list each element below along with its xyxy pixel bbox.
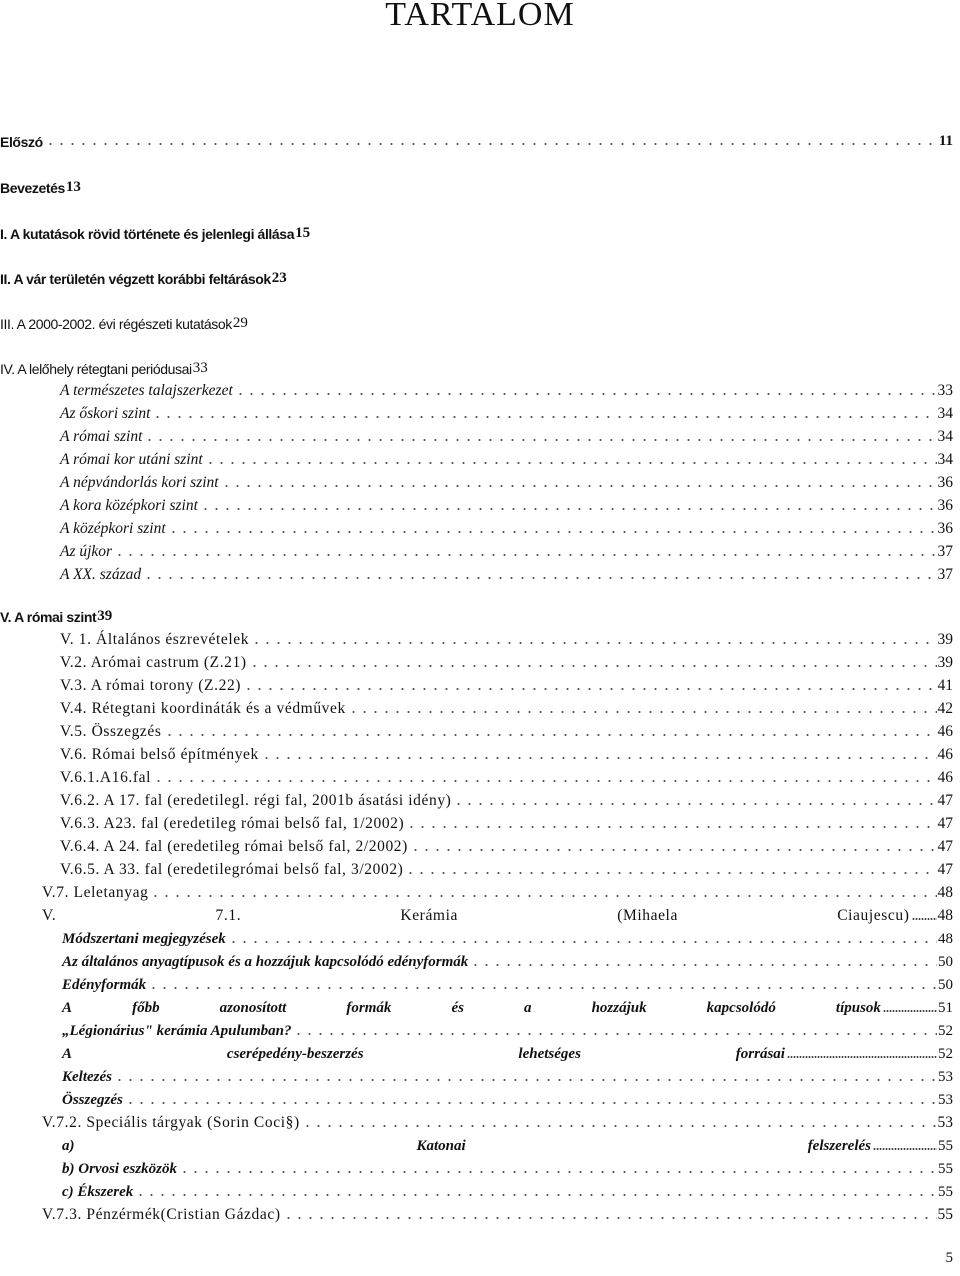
dot-leader <box>125 1101 937 1105</box>
toc-entry-page: 42 <box>937 700 953 717</box>
toc-entry-page: 23 <box>271 270 287 286</box>
toc-entry-label: Összegzés <box>62 1092 123 1108</box>
toc-entry[interactable] <box>0 377 960 400</box>
toc-entry-page: 36 <box>937 474 953 491</box>
label-word: a <box>524 1000 532 1016</box>
toc-entry-label: Az újkor <box>60 543 113 560</box>
toc-entry-page: 53 <box>938 1092 953 1108</box>
toc-entry-page: 36 <box>937 520 953 537</box>
toc-entry[interactable] <box>0 561 960 584</box>
toc-entry[interactable] <box>0 538 960 561</box>
toc-entry-page: 52 <box>938 1046 953 1062</box>
toc-entry[interactable] <box>0 309 960 332</box>
toc-entry-label: A népvándorlás kori szint <box>60 474 219 491</box>
toc-entry-label: Edényformák <box>62 977 147 993</box>
toc-entry-page: 53 <box>937 1114 953 1131</box>
toc-entry-label: A XX. század <box>60 566 142 583</box>
dot-leader <box>873 1147 937 1151</box>
dot-leader <box>150 894 936 898</box>
toc-entry-page: 46 <box>937 723 953 740</box>
toc-entry-page: 52 <box>938 1023 953 1039</box>
toc-entry-label: IV. A lelőhely rétegtani periódusai <box>0 361 192 377</box>
toc-entry[interactable] <box>0 925 960 948</box>
toc-entry-page: 36 <box>937 497 953 514</box>
toc-entry-label: b) Orvosi eszközök <box>62 1161 177 1177</box>
toc-entry-page: 39 <box>937 654 953 671</box>
toc-entry-label: V.2. Arómai castrum (Z.21) <box>60 654 247 671</box>
toc-entry[interactable] <box>0 994 960 1017</box>
toc-entry-page: 34 <box>937 428 953 445</box>
toc-entry-label: Előszó <box>0 134 43 150</box>
toc-entry-label: V.6.3. A23. fal (eredetileg római belső fal, 1/2002) <box>60 815 405 832</box>
dot-leader <box>135 1193 937 1197</box>
toc-entry-page: 51 <box>938 1000 953 1016</box>
toc-entry-label: A középkori szint <box>60 520 166 537</box>
toc-entry[interactable] <box>0 602 960 625</box>
toc-entry-label: II. A vár területén végzett korábbi feltárások <box>0 271 271 287</box>
toc-entry[interactable] <box>0 948 960 971</box>
label-word: azonosított <box>219 1000 287 1016</box>
label-word: Katonai <box>416 1138 466 1154</box>
toc-entry-page: 47 <box>937 838 953 855</box>
toc-entry-page: 33 <box>937 382 953 399</box>
toc-entry-label: V. 1. Általános észrevételek <box>60 631 250 648</box>
toc-entry-page: 41 <box>937 677 953 694</box>
dot-leader <box>249 664 937 668</box>
label-word: formák <box>346 1000 392 1016</box>
toc-entry[interactable] <box>0 1109 960 1132</box>
toc-entry[interactable] <box>0 787 960 810</box>
toc-entry-label: A kora középkori szint <box>60 497 198 514</box>
dot-leader <box>148 986 937 990</box>
dot-leader <box>144 438 936 442</box>
toc-entry-page: 53 <box>938 1069 953 1085</box>
label-word: a) <box>62 1138 75 1154</box>
label-word: 7.1. <box>215 907 242 924</box>
label-word: és <box>451 1000 464 1016</box>
toc-entry-page: 29 <box>232 315 248 331</box>
dot-leader <box>410 848 937 852</box>
toc-entry-label: V.6.1.A16.fal <box>60 769 152 786</box>
toc-entry[interactable] <box>0 1201 960 1224</box>
toc-entry[interactable] <box>0 354 960 377</box>
toc-entry-label: Az őskori szint <box>60 405 151 422</box>
dot-leader <box>912 917 937 921</box>
toc-entry-label: Keltezés <box>62 1069 112 1085</box>
toc-entry-label: V.4. Rétegtani koordináták és a védművek <box>60 700 346 717</box>
label-word: hozzájuk <box>591 1000 647 1016</box>
toc-entry-label: V.7.2. Speciális tárgyak (Sorin Coci§) <box>42 1114 300 1131</box>
toc-entry-page: 13 <box>65 179 81 195</box>
toc-entry-label: V.6. Római belső építmények <box>60 746 259 763</box>
label-word: Ciaujescu) <box>837 907 910 924</box>
label-word: (Mihaela <box>617 907 678 924</box>
toc-entry[interactable] <box>0 469 960 492</box>
dot-leader <box>302 1124 937 1128</box>
dot-leader <box>153 779 936 783</box>
label-word: típusok <box>835 1000 881 1016</box>
toc-entry-page: 47 <box>937 792 953 809</box>
label-word: forrásai <box>735 1046 785 1062</box>
toc-entry-label: V. A római szint <box>0 609 97 625</box>
dot-leader <box>114 553 936 557</box>
toc-entry[interactable] <box>0 902 960 925</box>
toc-entry[interactable] <box>0 1063 960 1086</box>
toc-entry-page: 37 <box>937 566 953 583</box>
dot-leader <box>283 1216 937 1220</box>
toc-entry[interactable] <box>0 264 960 287</box>
toc-entry-label <box>42 907 910 925</box>
toc-entry[interactable] <box>0 833 960 856</box>
toc-entry-label: V.6.2. A 17. fal (eredetilegl. régi fal, 2001b ásatási idény) <box>60 792 452 809</box>
toc-entry-page: 34 <box>937 451 953 468</box>
toc-entry[interactable] <box>0 764 960 787</box>
toc-entry-page: 48 <box>937 884 953 901</box>
toc-entry[interactable] <box>0 173 960 196</box>
dot-leader <box>168 530 937 534</box>
label-word: A <box>62 1000 73 1016</box>
page-number: 5 <box>945 1250 953 1266</box>
toc-entry-page: 55 <box>937 1206 953 1223</box>
dot-leader <box>200 507 937 511</box>
toc-entry[interactable] <box>0 649 960 672</box>
toc-entry-page: 46 <box>937 746 953 763</box>
dot-leader <box>152 415 936 419</box>
toc-entry[interactable] <box>0 879 960 902</box>
toc-entry-label: V.7.3. Pénzérmék(Cristian Gázdac) <box>42 1206 281 1223</box>
toc-entry-label: Módszertani megjegyzések <box>62 931 226 947</box>
dot-leader <box>179 1170 937 1174</box>
toc-entry[interactable] <box>0 1086 960 1109</box>
toc-entry-label: I. A kutatások rövid története és jelenlegi állása <box>0 226 295 242</box>
dot-leader <box>787 1055 937 1059</box>
toc-entry[interactable] <box>0 1132 960 1155</box>
toc-entry-page: 48 <box>937 907 953 924</box>
dot-leader <box>470 963 937 967</box>
toc-entry-page: 47 <box>937 815 953 832</box>
label-word: cserépedény-beszerzés <box>226 1046 364 1062</box>
toc-entry-label: V.5. Összegzés <box>60 723 162 740</box>
toc-entry-label: III. A 2000-2002. évi régészeti kutatások <box>0 316 232 332</box>
toc-entry[interactable] <box>0 672 960 695</box>
dot-leader <box>883 1009 937 1013</box>
toc-entry-page: 39 <box>97 608 113 624</box>
label-word: főbb <box>132 1000 160 1016</box>
page-title: TARTALOM <box>385 0 575 33</box>
dot-leader <box>405 871 936 875</box>
toc-entry[interactable] <box>0 423 960 446</box>
toc-entry[interactable] <box>0 1040 960 1063</box>
dot-leader <box>205 461 937 465</box>
dot-leader <box>348 710 937 714</box>
dot-leader <box>143 576 936 580</box>
toc-entry-page: 55 <box>938 1138 953 1154</box>
toc-entry-label: A természetes talajszerkezet <box>60 382 233 399</box>
toc-entry[interactable] <box>0 626 960 649</box>
dot-leader <box>261 756 937 760</box>
dot-leader <box>243 687 936 691</box>
toc-entry[interactable] <box>0 219 960 242</box>
label-word: A <box>62 1046 73 1062</box>
toc-entry[interactable] <box>0 1178 960 1201</box>
dot-leader <box>45 142 938 146</box>
toc-entry[interactable] <box>0 127 960 150</box>
toc-entry-page: 48 <box>938 931 953 947</box>
label-word: felszerelés <box>807 1138 871 1154</box>
toc-entry-label <box>62 1000 881 1017</box>
toc-entry-page: 37 <box>937 543 953 560</box>
dot-leader <box>453 802 936 806</box>
dot-leader <box>228 940 937 944</box>
toc-entry-label: Bevezetés <box>0 180 65 196</box>
dot-leader <box>406 825 936 829</box>
dot-leader <box>221 484 937 488</box>
toc-entry[interactable] <box>0 1155 960 1178</box>
toc-entry[interactable] <box>0 492 960 515</box>
label-word: lehetséges <box>518 1046 581 1062</box>
dot-leader <box>251 641 936 645</box>
dot-leader <box>114 1078 937 1082</box>
toc-entry-page: 55 <box>938 1184 953 1200</box>
toc-entry[interactable] <box>0 1017 960 1040</box>
toc-entry-page: 55 <box>938 1161 953 1177</box>
toc-entry-label: „Légionárius" kerámia Apulumban? <box>62 1023 292 1039</box>
toc-entry-page: 11 <box>938 133 953 149</box>
toc-entry[interactable] <box>0 810 960 833</box>
toc-entry[interactable] <box>0 856 960 879</box>
toc-entry[interactable] <box>0 446 960 469</box>
toc-entry[interactable] <box>0 695 960 718</box>
label-word: kapcsolódó <box>706 1000 776 1016</box>
toc-entry-page: 50 <box>938 954 953 970</box>
toc-entry-label: A római kor utáni szint <box>60 451 203 468</box>
toc-entry-page: 34 <box>937 405 953 422</box>
toc-entry-page: 50 <box>938 977 953 993</box>
toc-entry-label: V.6.5. A 33. fal (eredetilegrómai belső fal, 3/2002) <box>60 861 404 878</box>
toc-entry-label <box>62 1138 871 1155</box>
toc-entry-label: V.6.4. A 24. fal (eredetileg római belső fal, 2/2002) <box>60 838 408 855</box>
label-word: V. <box>42 907 57 924</box>
toc-entry-label: V.3. A római torony (Z.22) <box>60 677 242 694</box>
label-word: Kerámia <box>400 907 458 924</box>
dot-leader <box>293 1032 937 1036</box>
toc-entry-page: 47 <box>937 861 953 878</box>
toc-entry[interactable] <box>0 971 960 994</box>
toc-entry[interactable] <box>0 515 960 538</box>
toc-entry-page: 15 <box>295 225 311 241</box>
toc-entry-label: A római szint <box>60 428 143 445</box>
toc-entry-page: 39 <box>937 631 953 648</box>
toc-entry-label <box>62 1046 785 1063</box>
dot-leader <box>235 392 937 396</box>
toc-entry-label: c) Ékszerek <box>62 1184 134 1200</box>
toc-entry[interactable] <box>0 400 960 423</box>
toc-entry-label: V.7. Leletanyag <box>42 884 149 901</box>
toc-entry-label: Az általános anyagtípusok és a hozzájuk kapcsolódó edényformák <box>62 954 469 970</box>
toc-entry-page: 33 <box>192 360 208 376</box>
dot-leader <box>164 733 937 737</box>
toc-entry[interactable] <box>0 741 960 764</box>
toc-entry-page: 46 <box>937 769 953 786</box>
toc-entry[interactable] <box>0 718 960 741</box>
